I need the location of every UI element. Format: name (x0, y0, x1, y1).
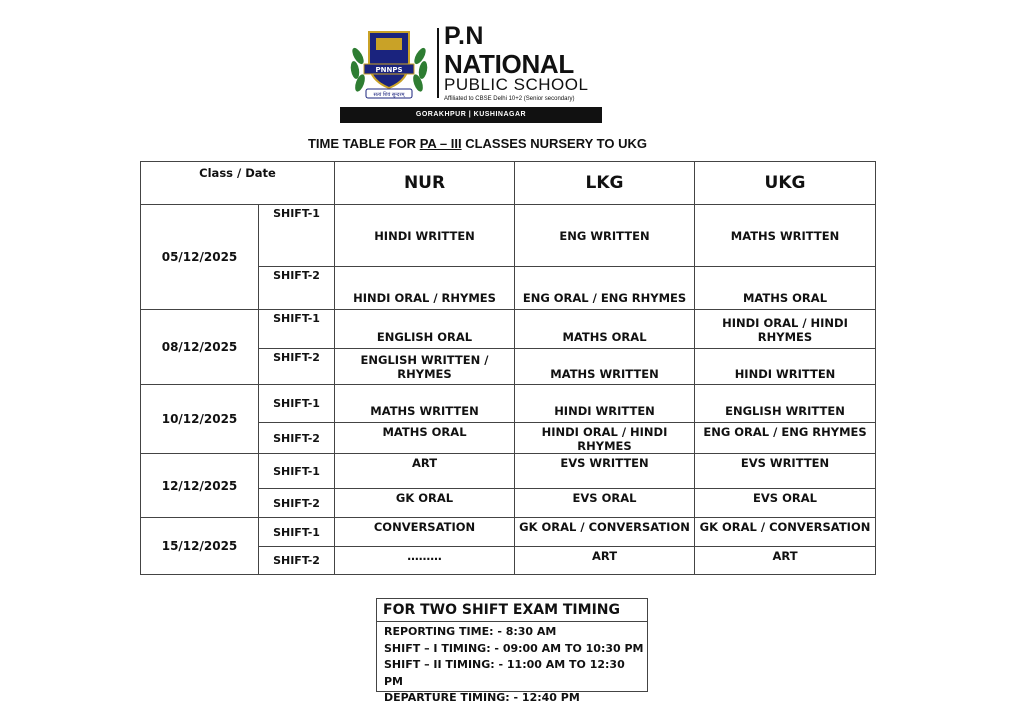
shift-label: SHIFT-1 (259, 518, 335, 547)
date-cell: 15/12/2025 (141, 518, 259, 575)
logo-divider (437, 28, 439, 98)
title-prefix: TIME TABLE FOR (307, 136, 420, 151)
subject-cell: GK ORAL / CONVERSATION (695, 518, 876, 547)
subject-cell: EVS WRITTEN (695, 454, 876, 489)
shift-label: SHIFT-2 (259, 423, 335, 454)
subject-cell: ART (335, 454, 515, 489)
logo-affiliation: Affiliated to CBSE Delhi 10+2 (Senior secondary) (444, 96, 575, 102)
reporting-time: REPORTING TIME: - 8:30 AM (384, 625, 557, 638)
subject-cell: ENGLISH ORAL (335, 310, 515, 349)
date-cell: 12/12/2025 (141, 454, 259, 518)
subject-cell: MATHS ORAL (515, 310, 695, 349)
subject-cell: EVS WRITTEN (515, 454, 695, 489)
title-exam: PA – III (419, 136, 462, 151)
date-cell: 08/12/2025 (141, 310, 259, 385)
header-ukg: UKG (695, 162, 876, 205)
subject-cell: HINDI ORAL / RHYMES (335, 267, 515, 310)
shift-label: SHIFT-2 (259, 267, 335, 310)
subject-cell: GK ORAL / CONVERSATION (515, 518, 695, 547)
shift-label: SHIFT-2 (259, 349, 335, 385)
school-logo (340, 16, 602, 123)
subject-cell: ENG WRITTEN (515, 205, 695, 267)
table-row (141, 310, 876, 349)
shift-label: SHIFT-1 (259, 205, 335, 267)
table-header-row (141, 162, 876, 205)
timetable (140, 161, 876, 575)
logo-main (340, 16, 602, 106)
table-row (141, 518, 876, 547)
subject-cell: HINDI WRITTEN (515, 385, 695, 423)
shift-1-timing: SHIFT – I TIMING: - 09:00 AM TO 10:30 PM (384, 641, 644, 655)
subject-cell: ART (515, 547, 695, 575)
header-nur: NUR (335, 162, 515, 205)
subject-cell: ……… (335, 547, 515, 575)
date-cell: 05/12/2025 (141, 205, 259, 310)
subject-cell: HINDI ORAL / HINDI RHYMES (695, 310, 876, 349)
timing-body (377, 622, 647, 707)
shift-label: SHIFT-1 (259, 310, 335, 349)
subject-cell: ENGLISH WRITTEN (695, 385, 876, 423)
shift-label: SHIFT-1 (259, 385, 335, 423)
logo-locations: GORAKHPUR | KUSHINAGAR (340, 107, 602, 123)
timing-heading: FOR TWO SHIFT EXAM TIMING (377, 599, 647, 622)
subject-cell: ENG ORAL / ENG RHYMES (695, 423, 876, 454)
subject-cell: MATHS WRITTEN (695, 205, 876, 267)
table-row (141, 385, 876, 423)
title-suffix: CLASSES NURSERY TO UKG (461, 136, 647, 151)
table-row (141, 454, 876, 489)
subject-cell: ENGLISH WRITTEN / RHYMES (335, 349, 515, 385)
header-lkg: LKG (515, 162, 695, 205)
subject-cell: HINDI ORAL / HINDI RHYMES (515, 423, 695, 454)
subject-cell: MATHS WRITTEN (335, 385, 515, 423)
logo-line-2: NATIONAL (444, 49, 574, 79)
subject-cell: EVS ORAL (695, 489, 876, 518)
subject-cell: ART (695, 547, 876, 575)
shift-label: SHIFT-2 (259, 489, 335, 518)
subject-cell: CONVERSATION (335, 518, 515, 547)
logo-line-3: PUBLIC SCHOOL (444, 75, 589, 94)
crest-motto: सत्यं शिवं सुन्दरम् (373, 92, 405, 98)
departure-timing: DEPARTURE TIMING: - 12:40 PM (384, 691, 580, 704)
shift-2-timing: SHIFT – II TIMING: - 11:00 AM TO 12:30 PM (384, 658, 625, 688)
school-crest-icon (346, 26, 432, 102)
table-row (141, 205, 876, 267)
shift-label: SHIFT-2 (259, 547, 335, 575)
logo-line-1: P.N (444, 22, 484, 50)
subject-cell: HINDI WRITTEN (695, 349, 876, 385)
date-cell: 10/12/2025 (141, 385, 259, 454)
crest-badge-text: PNNPS (375, 66, 403, 74)
timing-box (376, 598, 648, 704)
subject-cell: HINDI WRITTEN (335, 205, 515, 267)
subject-cell: ENG ORAL / ENG RHYMES (515, 267, 695, 310)
page-title (0, 136, 955, 151)
subject-cell: MATHS ORAL (335, 423, 515, 454)
subject-cell: MATHS WRITTEN (515, 349, 695, 385)
header-class-date: Class / Date (141, 162, 335, 205)
subject-cell: MATHS ORAL (695, 267, 876, 310)
subject-cell: EVS ORAL (515, 489, 695, 518)
subject-cell: GK ORAL (335, 489, 515, 518)
shift-label: SHIFT-1 (259, 454, 335, 489)
